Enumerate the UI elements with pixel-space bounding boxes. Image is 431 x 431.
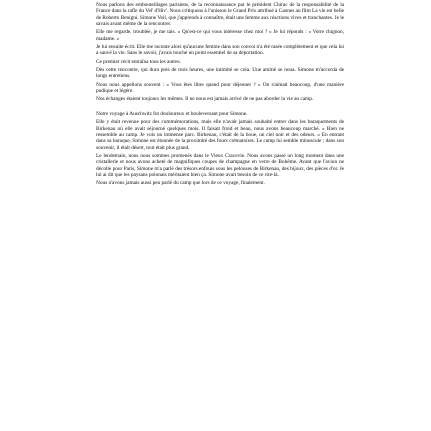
book-page (96, 2, 344, 429)
paragraph-8: Notre voyage à Auschwitz fut douloureux et bouleversant pour Simone. (96, 110, 248, 117)
paragraph-11: Nous n'avons jamais aussi peu parlé du camp que lors de ce voyage, finalement. (96, 180, 265, 187)
paragraph-3: Je lui ensuite écrit. Elle me raconte alors qu'aucune femme dans son convoi n'a été rasée complètement et que cela lui a sauvé la vie. Sans le savoir, j'avais touché un point essentiel de sa déportation. (96, 44, 344, 57)
paragraph-7: Nos échanges étaient toujours les mêmes. Il ne nous est jamais arrivé de ne pas aborder la vie au camp. (96, 96, 314, 103)
paragraph-10: Le lendemain, nous nous sommes promenés dans le Vieux Cracovie. Nous avons passé un long moment dans une cristallerie et nous avons acheté de magnifiques coupes de champagne en verre de Bohême. Avant que l'avion ne décolle pour Paris, Simone m'a parlé des trésors enfouis sous les pelouses de Birkenau, des bijoux, des pièces d'or. Je lui ai dit que les paysans polonais méritaient bien ça. Simone avait besoin de ce rire-là. (96, 152, 344, 178)
paragraph-4: Ce premier récit entraîna tous les autres. (96, 58, 181, 65)
paragraph-5: Dès cette rencontre, qui dura près de trois heures, une intimité se créa. Une amitié se noua. Simone m'accorda de longs entretiens. (96, 67, 344, 80)
paragraph-1: Nous parlons des embouteillages parisiens, de la reconnaissance par le président Chirac de la responsabilité de la France dans la rafle du Vel' d'Hiv'. Nous critiquons à l'unisson le Grand Prix attribué à Cannes au film La vie est belle de Roberto Benigni. Simone Veil, que j'apprends à connaître, était une femme aux réactions vives et tranchantes. Je le savais avant même de la rencontrer. (96, 2, 344, 28)
paragraph-6: Nous nous appelions souvent : « Vous êtes libre quand pour déjeuner ? » On s'aimait beaucoup, d'une manière pudique et légère. (96, 81, 344, 95)
paragraph-9: Elle y était revenue pour des commémorations, mais elle n'avait jamais souhaité entrer dans les baraquements de Birkenau où elle avait séjourné quelques mois. Il faisait froid et beau, nous avons beaucoup marché. « Rien ne ressemble au camp. Je vois un immense parc. Birkenau, c'était de la boue, un ciel noir et des odeurs. » En entrant dans sa baraque, Simone est étonnée de la proximité des fours crématoires. Le camp lui semble minuscule ; dans son souvenir, il était désert, tout était plus grand. (96, 119, 344, 151)
paragraph-2: Elle me regarde, troublée, je me tais. « Qu'est-ce qui vous intéresse chez moi ? » Je lui réponds : « Votre chignon, madame. » (96, 29, 344, 42)
